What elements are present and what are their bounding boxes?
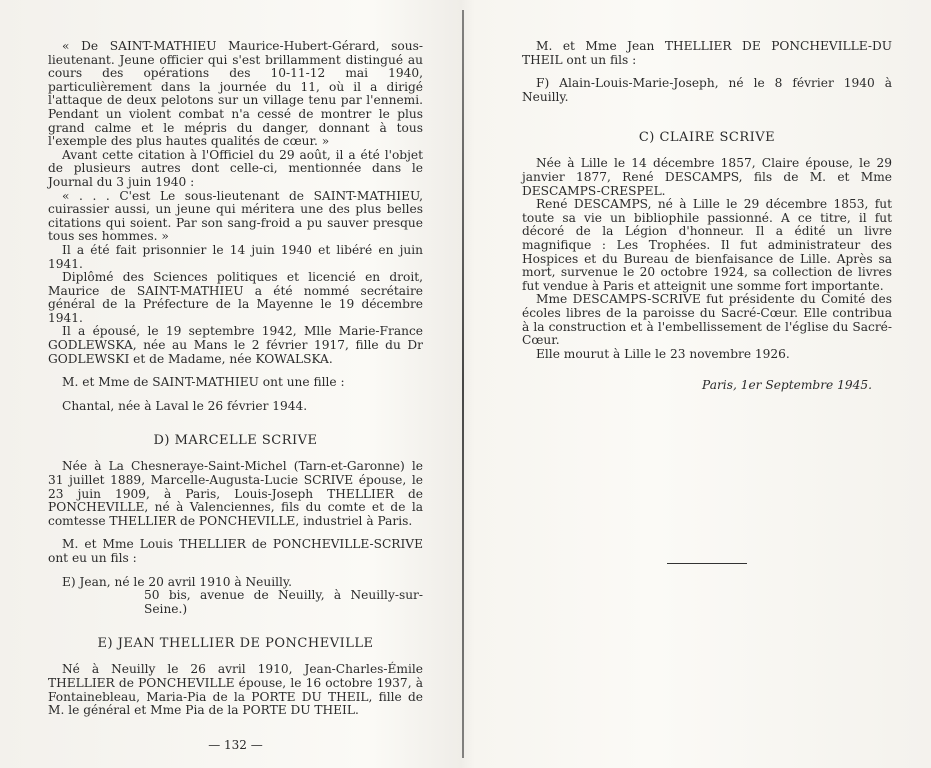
page-number: — 132 — — [208, 737, 263, 752]
date-line: Paris, 1er Septembre 1945. — [702, 378, 872, 393]
section-heading-claire: C) CLAIRE SCRIVE — [638, 130, 776, 146]
jean-paragraph: Né à Neuilly le 26 avril 1910, Jean-Charles-Émile THELLIER de PONCHEVILLE épouse, le 16 octobre 1937, à Fontainebleau, Maria-Pia de la PORTE DU THEIL, fille de M. le général et Mme Pia de la PORTE DU THEIL. — [48, 662, 423, 718]
address-paragraph: 50 bis, avenue de Neuilly, à Neuilly-sur-Seine.) — [144, 588, 423, 616]
son-alain-intro-paragraph: M. et Mme Jean THELLIER DE PONCHEVILLE-DU THEIL ont un fils : — [522, 39, 892, 67]
marriage-paragraph: Il a épousé, le 19 septembre 1942, Mlle Marie-France GODLEWSKA, née au Mans le 2 février 1917, fille du Dr GODLEWSKI et de Madame, née KOWALSKA. — [48, 324, 423, 366]
diploma-paragraph: Diplômé des Sciences politiques et licencié en droit, Maurice de SAINT-MATHIEU a été nommé secrétaire général de la Préfecture de la Mayenne le 19 décembre 1941. — [48, 270, 423, 325]
descamps-scrive-paragraph: Mme DESCAMPS-SCRIVE fut présidente du Comité des écoles libres de la paroisse du Sacré-Cœur. Elle contribua à la construction et à l'embellissement de l'église du Sacré-Cœur. — [522, 292, 892, 348]
right-page — [522, 40, 892, 564]
closing-rule — [667, 563, 747, 564]
death-paragraph: Elle mourut à Lille le 23 novembre 1926. — [536, 346, 790, 361]
prisoner-paragraph: Il a été fait prisonnier le 14 juin 1940 et libéré en juin 1941. — [48, 242, 423, 271]
citation-paragraph: « De SAINT-MATHIEU Maurice-Hubert-Gérard, sous-lieutenant. Jeune officier qui s'est brillamment distingué au cours des opérations des 10-11-12 mai 1940, particulièrement dans la journée du 11, où il a dirigé l'attaque de deux pelotons sur un village tenu par l'ennemi. Pendant un violent combat n'a cessé de montrer le plus grand calme et le mépris du danger, donnant à tous l'exemple des plus hautes qualités de cœur. » — [48, 39, 423, 149]
book-gutter — [462, 10, 464, 758]
section-heading-jean: E) JEAN THELLIER DE PONCHEVILLE — [97, 636, 374, 652]
journal-citation-text: Le sous-lieutenant de SAINT-MATHIEU, cuirassier aussi, un jeune qui méritera une des plus belles citations qui soient. Par son sang-froid a pu sauver presque tous ses hommes. » — [48, 188, 423, 244]
claire-paragraph: Née à Lille le 14 décembre 1857, Claire épouse, le 29 janvier 1877, René DESCAMPS, fils de M. et Mme DESCAMPS-CRESPEL. — [522, 156, 892, 198]
rene-descamps-paragraph: René DESCAMPS, né à Lille le 29 décembre 1853, fut toute sa vie un bibliophile passionné. A ce titre, il fut décoré de la Légion d'honneur. Il a édité un livre magnifique : Les Trophées. Il fut administrateur des Hospices et du Bureau de bienfaisance de Lille. Après sa mort, survenue le 20 octobre 1924, sa collection de livres fut vendue à Paris et atteignit une somme fort importante. — [522, 197, 892, 293]
sons-intro-paragraph: M. et Mme Louis THELLIER de PONCHEVILLE-SCRIVE ont eu un fils : — [48, 537, 423, 565]
son-alain-paragraph: F) Alain-Louis-Marie-Joseph, né le 8 février 1940 à Neuilly. — [522, 76, 892, 104]
children-intro-paragraph: M. et Mme de SAINT-MATHIEU ont une fille : — [62, 375, 345, 390]
section-heading-marcelle: D) MARCELLE SCRIVE — [153, 433, 318, 449]
marcelle-paragraph: Née à La Chesneraye-Saint-Michel (Tarn-et-Garonne) le 31 juillet 1889, Marcelle-Augusta-Lucie SCRIVE épouse, le 23 juin 1909, à Paris, Louis-Joseph THELLIER de PONCHEVILLE, né à Valenciennes, fils du comte et de la comtesse THELLIER de PONCHEVILLE, industriel à Paris. — [48, 459, 423, 528]
citation-intro-paragraph: Avant cette citation à l'Officiel du 29 août, il a été l'objet de plusieurs autres dont celle-ci, mentionnée dans le Journal du 3 juin 1940 : — [48, 147, 423, 189]
journal-citation-paragraph: « . . . C'est Le sous-lieutenant de SAINT-MATHIEU, cuirassier aussi, un jeune qui méritera une des plus belles citations qui soient. Par son sang-froid a pu sauver presque tous ses hommes. » — [48, 188, 423, 244]
left-page — [48, 40, 423, 752]
son-jean-paragraph: E) Jean, né le 20 avril 1910 à Neuilly. — [62, 574, 293, 589]
child-chantal-paragraph: Chantal, née à Laval le 26 février 1944. — [62, 398, 308, 413]
